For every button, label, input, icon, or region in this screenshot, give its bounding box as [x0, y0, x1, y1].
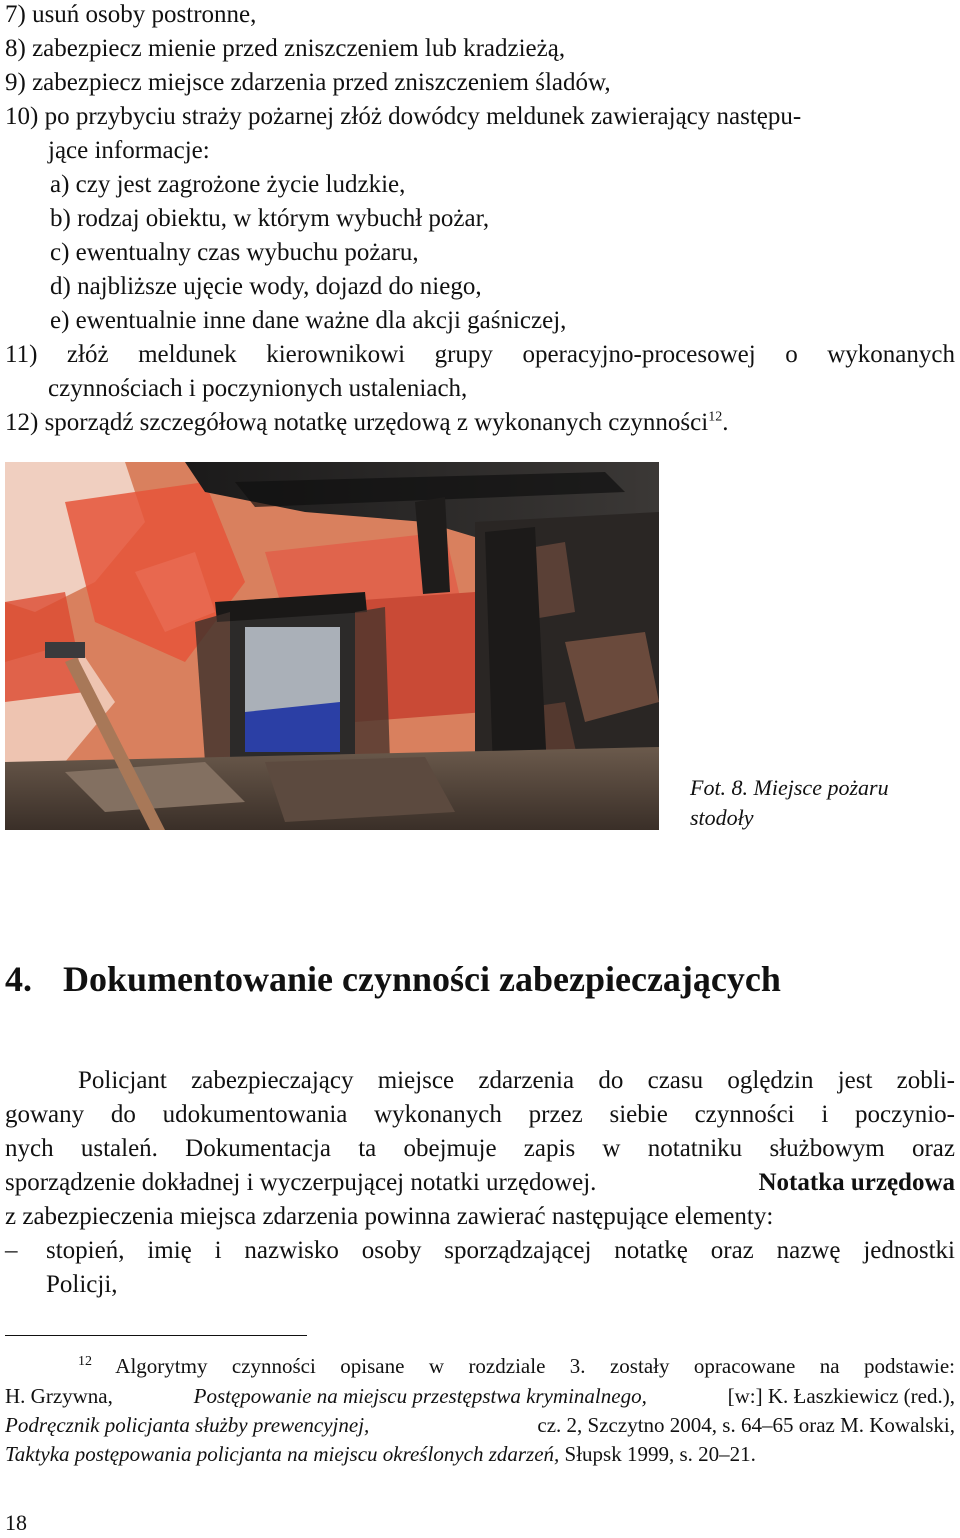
- list-item-12-text: 12) sporządź szczegółową notatkę urzędową z wykonanych czynności: [5, 409, 709, 436]
- sub-item-c: c) ewentualny czas wybuchu pożaru,: [50, 239, 419, 266]
- sub-item-a: a) czy jest zagrożone życie ludzkie,: [50, 171, 406, 198]
- footnote-line-1: [78, 1352, 955, 1380]
- footnote-author-1: H. Grzywna,: [5, 1384, 113, 1408]
- list-item-10: 10) po przybyciu straży pożarnej złóż dowódcy meldunek zawierający następu-: [5, 103, 802, 130]
- list-item-7: 7) usuń osoby postronne,: [5, 1, 257, 28]
- sub-item-d: d) najbliższe ujęcie wody, dojazd do niego,: [50, 273, 482, 300]
- photo-caption: [690, 773, 889, 833]
- footnote-line-1-text: Algorytmy czynności opisane w rozdziale 3. zostały opracowane na podstawie:: [115, 1354, 956, 1378]
- section-title: Dokumentowanie czynności zabezpieczających: [63, 959, 781, 999]
- footnote-title-3: Taktyka postępowania policjanta na miejscu określonych zdarzeń,: [5, 1442, 560, 1466]
- footnote-line-4: [5, 1440, 756, 1468]
- list-item-10-continuation: jące informacje:: [48, 137, 210, 164]
- paragraph-line-2: gowany do udokumentowania wykonanych przez siebie czynności i poczynio-: [5, 1101, 955, 1128]
- footnote-title-1: Postępowanie na miejscu przestępstwa kryminalnego,: [193, 1384, 647, 1408]
- footnote-line-3: [5, 1411, 955, 1439]
- footnote-ref-12[interactable]: 12: [708, 409, 723, 425]
- page-number: 18: [5, 1510, 27, 1535]
- notatka-urzedowa-term: Notatka urzędowa: [758, 1169, 955, 1196]
- footnote-source-3: Słupsk 1999, s. 20–21.: [564, 1442, 756, 1466]
- list-item-12-end: .: [722, 409, 729, 436]
- footnote-number: 12: [78, 1354, 92, 1369]
- footnote-divider: [5, 1335, 307, 1336]
- footnote-source-1: [w:] K. Łaszkiewicz (red.),: [727, 1384, 955, 1408]
- photo-caption-line-2: stodoły: [690, 805, 754, 830]
- list-item-9: 9) zabezpiecz miejsce zdarzenia przed zniszczeniem śladów,: [5, 69, 611, 96]
- footnote-title-2: Podręcznik policjanta służby prewencyjnej,: [5, 1413, 370, 1437]
- fire-scene-photo: [5, 462, 659, 830]
- list-item-8: 8) zabezpiecz mienie przed zniszczeniem lub kradzieżą,: [5, 35, 566, 62]
- list-item-12: [5, 406, 728, 440]
- paragraph-line-3: nych ustaleń. Dokumentacja ta obejmuje zapis w notatniku służbowym oraz: [5, 1135, 955, 1162]
- dash-item-line-1: stopień, imię i nazwisko osoby sporządzającej notatkę oraz nazwę jednostki: [46, 1237, 955, 1264]
- footnote-line-2: [5, 1382, 955, 1410]
- footnote-source-2: cz. 2, Szczytno 2004, s. 64–65 oraz M. Kowalski,: [537, 1413, 955, 1437]
- paragraph-line-1: Policjant zabezpieczający miejsce zdarzenia do czasu oględzin jest zobli-: [78, 1067, 955, 1094]
- dash-bullet: –: [5, 1237, 18, 1264]
- paragraph-line-5: z zabezpieczenia miejsca zdarzenia powinna zawierać następujące elementy:: [5, 1203, 774, 1230]
- list-item-11-continuation: czynnościach i poczynionych ustaleniach,: [48, 375, 468, 402]
- sub-item-e: e) ewentualnie inne dane ważne dla akcji gaśniczej,: [50, 307, 567, 334]
- paragraph-line-4-text: sporządzenie dokładnej i wyczerpującej notatki urzędowej.: [5, 1169, 597, 1196]
- paragraph-line-4: [5, 1166, 955, 1200]
- photo-caption-line-1: Fot. 8. Miejsce pożaru: [690, 775, 889, 800]
- dash-item-line-2: Policji,: [46, 1271, 118, 1298]
- list-item-11: 11) złóż meldunek kierownikowi grupy operacyjno-procesowej o wykonanych: [5, 341, 955, 368]
- section-number: 4.: [5, 959, 32, 999]
- sub-item-b: b) rodzaj obiektu, w którym wybuchł pożar,: [50, 205, 490, 232]
